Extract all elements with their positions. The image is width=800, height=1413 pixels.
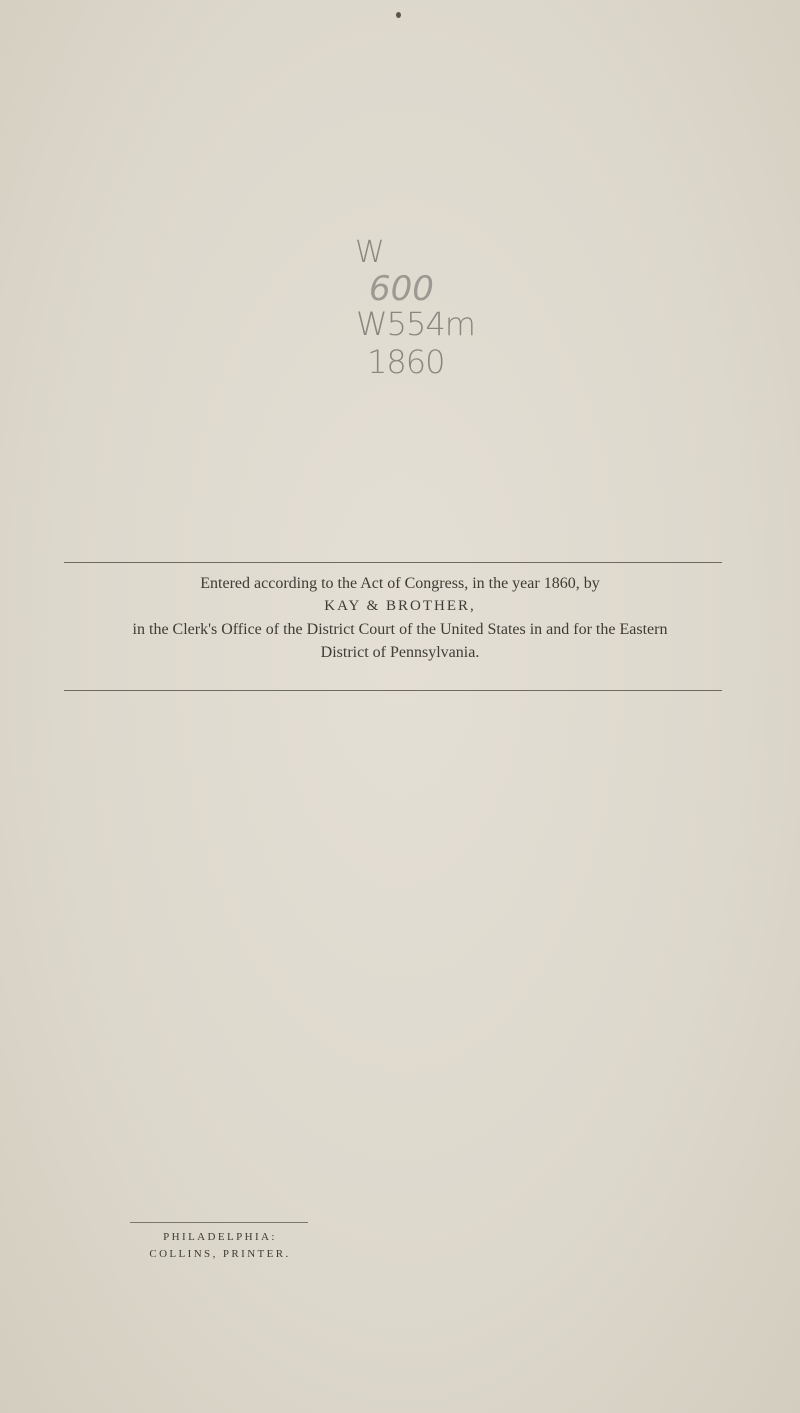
publisher-name: KAY & BROTHER, [324,598,476,614]
imprint-city: PHILADELPHIA: [163,1231,277,1243]
call-number-line-4: 1860 [367,343,445,381]
copyright-notice [40,572,760,664]
copyright-line-3: in the Clerk's Office of the District Court of the United States in and for the Eastern [132,621,668,638]
copyright-line-4: District of Pennsylvania. [320,644,480,661]
imprint-printer: COLLINS, PRINTER. [149,1248,291,1260]
call-number-line-1: W [355,235,384,270]
library-call-number [355,235,495,381]
imprint-rule [130,1222,308,1223]
call-number-line-3: W554m [356,305,475,343]
printer-imprint [120,1229,320,1263]
ink-speck [396,12,401,18]
copyright-line-1: Entered according to the Act of Congress, in the year 1860, by [200,575,600,592]
top-rule [64,562,722,563]
call-number-line-2: 600 [369,269,434,309]
bottom-rule [64,690,722,691]
